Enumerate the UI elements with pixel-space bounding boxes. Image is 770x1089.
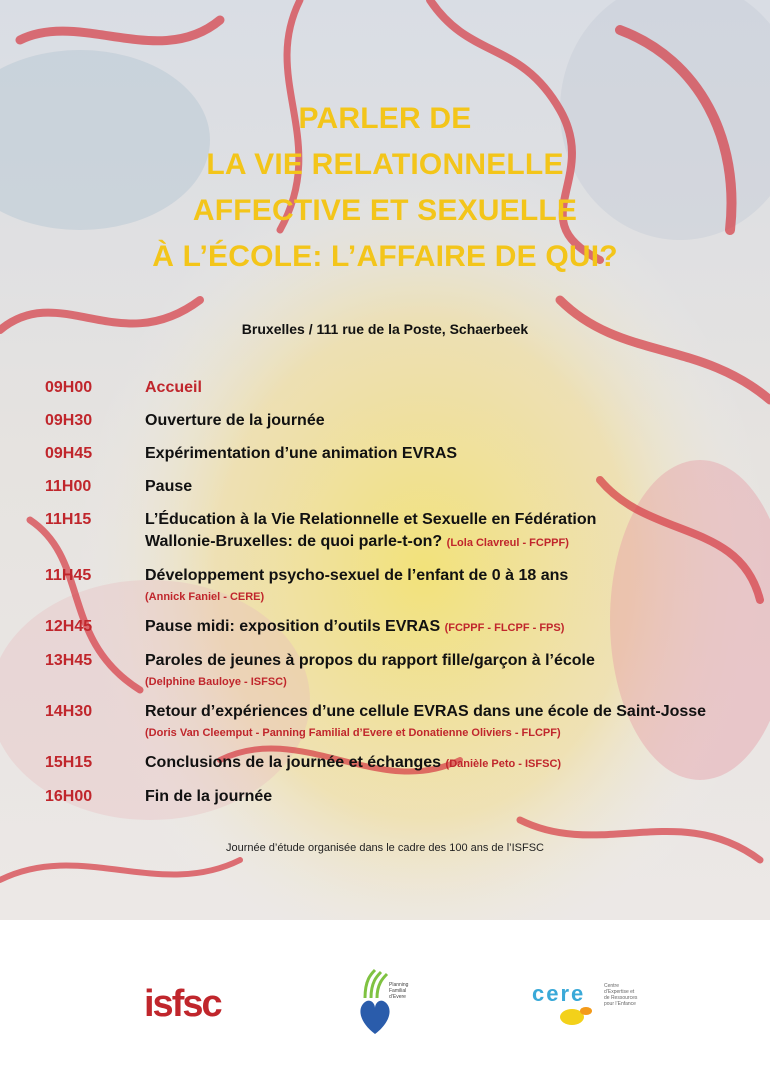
svg-text:cere: cere [532, 981, 586, 1006]
speaker-credit: (Delphine Bauloye - ISFSC) [145, 676, 287, 688]
program-row [45, 752, 745, 775]
isfsc-logo [140, 970, 230, 1030]
footer-note: Journée d’étude organisée dans le cadre des 100 ans de l’ISFSC [226, 842, 544, 854]
program-event [145, 476, 745, 498]
title-line: PARLER DE [298, 102, 472, 135]
event-line [145, 616, 745, 639]
program-event [145, 650, 745, 690]
svg-text:d’Expertise et: d’Expertise et [604, 989, 635, 995]
event-line-text: Wallonie-Bruxelles: de quoi parle-t-on? [145, 533, 443, 550]
svg-text:pour l’Enfance: pour l’Enfance [604, 1001, 636, 1007]
program-row [45, 701, 745, 741]
svg-text:d’Evere: d’Evere [389, 994, 406, 1000]
program-time: 11H00 [45, 478, 92, 495]
program-time: 11H15 [45, 511, 92, 528]
event-line [145, 752, 745, 775]
program-time: 09H30 [45, 412, 93, 429]
program-event [145, 701, 745, 741]
program-time: 14H30 [45, 703, 93, 720]
program-row [45, 476, 745, 498]
program-event [145, 616, 745, 639]
program-row [45, 410, 745, 432]
event-line: Paroles de jeunes à propos du rapport fille/garçon à l’école [145, 652, 595, 669]
svg-text:Centre: Centre [604, 983, 620, 989]
event-line: Retour d’expériences d’une cellule EVRAS dans une école de Saint-Josse [145, 703, 707, 720]
program-event [145, 786, 745, 808]
program-event [145, 410, 745, 432]
speaker-credit: (Annick Faniel - CERE) [145, 591, 265, 603]
event-line: L’Éducation à la Vie Relationnelle et Sexuelle en Fédération [145, 511, 597, 528]
program-row [45, 786, 745, 808]
title-line: LA VIE RELATIONNELLE [206, 148, 564, 181]
svg-text:Planning: Planning [389, 982, 409, 988]
program-event [145, 377, 745, 399]
event-title [0, 96, 770, 280]
title-line: À L’ÉCOLE: L’AFFAIRE DE QUI? [152, 240, 618, 273]
program-row [45, 565, 745, 605]
program-time: 13H45 [45, 652, 93, 669]
program-time: 09H45 [45, 445, 93, 462]
event-line [145, 531, 745, 554]
program-row [45, 650, 745, 690]
isfsc-logo-text: isfsc [144, 983, 221, 1025]
speaker-credit: (Doris Van Cleemput - Panning Familial d’Evere et Donatienne Oliviers - FLCPF) [145, 727, 561, 739]
planning-familial-logo [355, 968, 425, 1038]
svg-text:Familial: Familial [389, 988, 407, 994]
event-line: Pause [145, 478, 193, 495]
event-line: Expérimentation d’une animation EVRAS [145, 445, 458, 462]
program-row [45, 443, 745, 465]
event-line-text: Pause midi: exposition d’outils EVRAS [145, 618, 441, 635]
cere-logo [530, 975, 650, 1035]
event-line: Accueil [145, 379, 202, 396]
event-line: Fin de la journée [145, 788, 273, 805]
program-time: 09H00 [45, 379, 93, 396]
speaker-credit: (Lola Clavreul - FCPPF) [446, 537, 569, 549]
svg-text:de Ressources: de Ressources [604, 995, 638, 1001]
program-row [45, 616, 745, 639]
speaker-credit: (Danièle Peto - ISFSC) [445, 758, 562, 770]
logo-strip [0, 920, 770, 1089]
program-time: 12H45 [45, 618, 93, 635]
event-line: Ouverture de la journée [145, 412, 325, 429]
event-line: Développement psycho-sexuel de l’enfant de 0 à 18 ans [145, 567, 569, 584]
program-time: 16H00 [45, 788, 93, 805]
title-line: AFFECTIVE ET SEXUELLE [192, 194, 578, 227]
speaker-credit: (FCPPF - FLCPF - FPS) [444, 622, 565, 634]
program-time: 15H15 [45, 754, 93, 771]
program-event [145, 752, 745, 775]
program-time: 11H45 [45, 567, 92, 584]
program-row [45, 377, 745, 399]
event-line-text: Conclusions de la journée et échanges [145, 754, 442, 771]
program-row [45, 509, 745, 554]
program-event [145, 509, 745, 554]
program-schedule [45, 377, 745, 819]
event-location: Bruxelles / 111 rue de la Poste, Schaerbeek [241, 321, 529, 337]
program-event [145, 565, 745, 605]
program-event [145, 443, 745, 465]
